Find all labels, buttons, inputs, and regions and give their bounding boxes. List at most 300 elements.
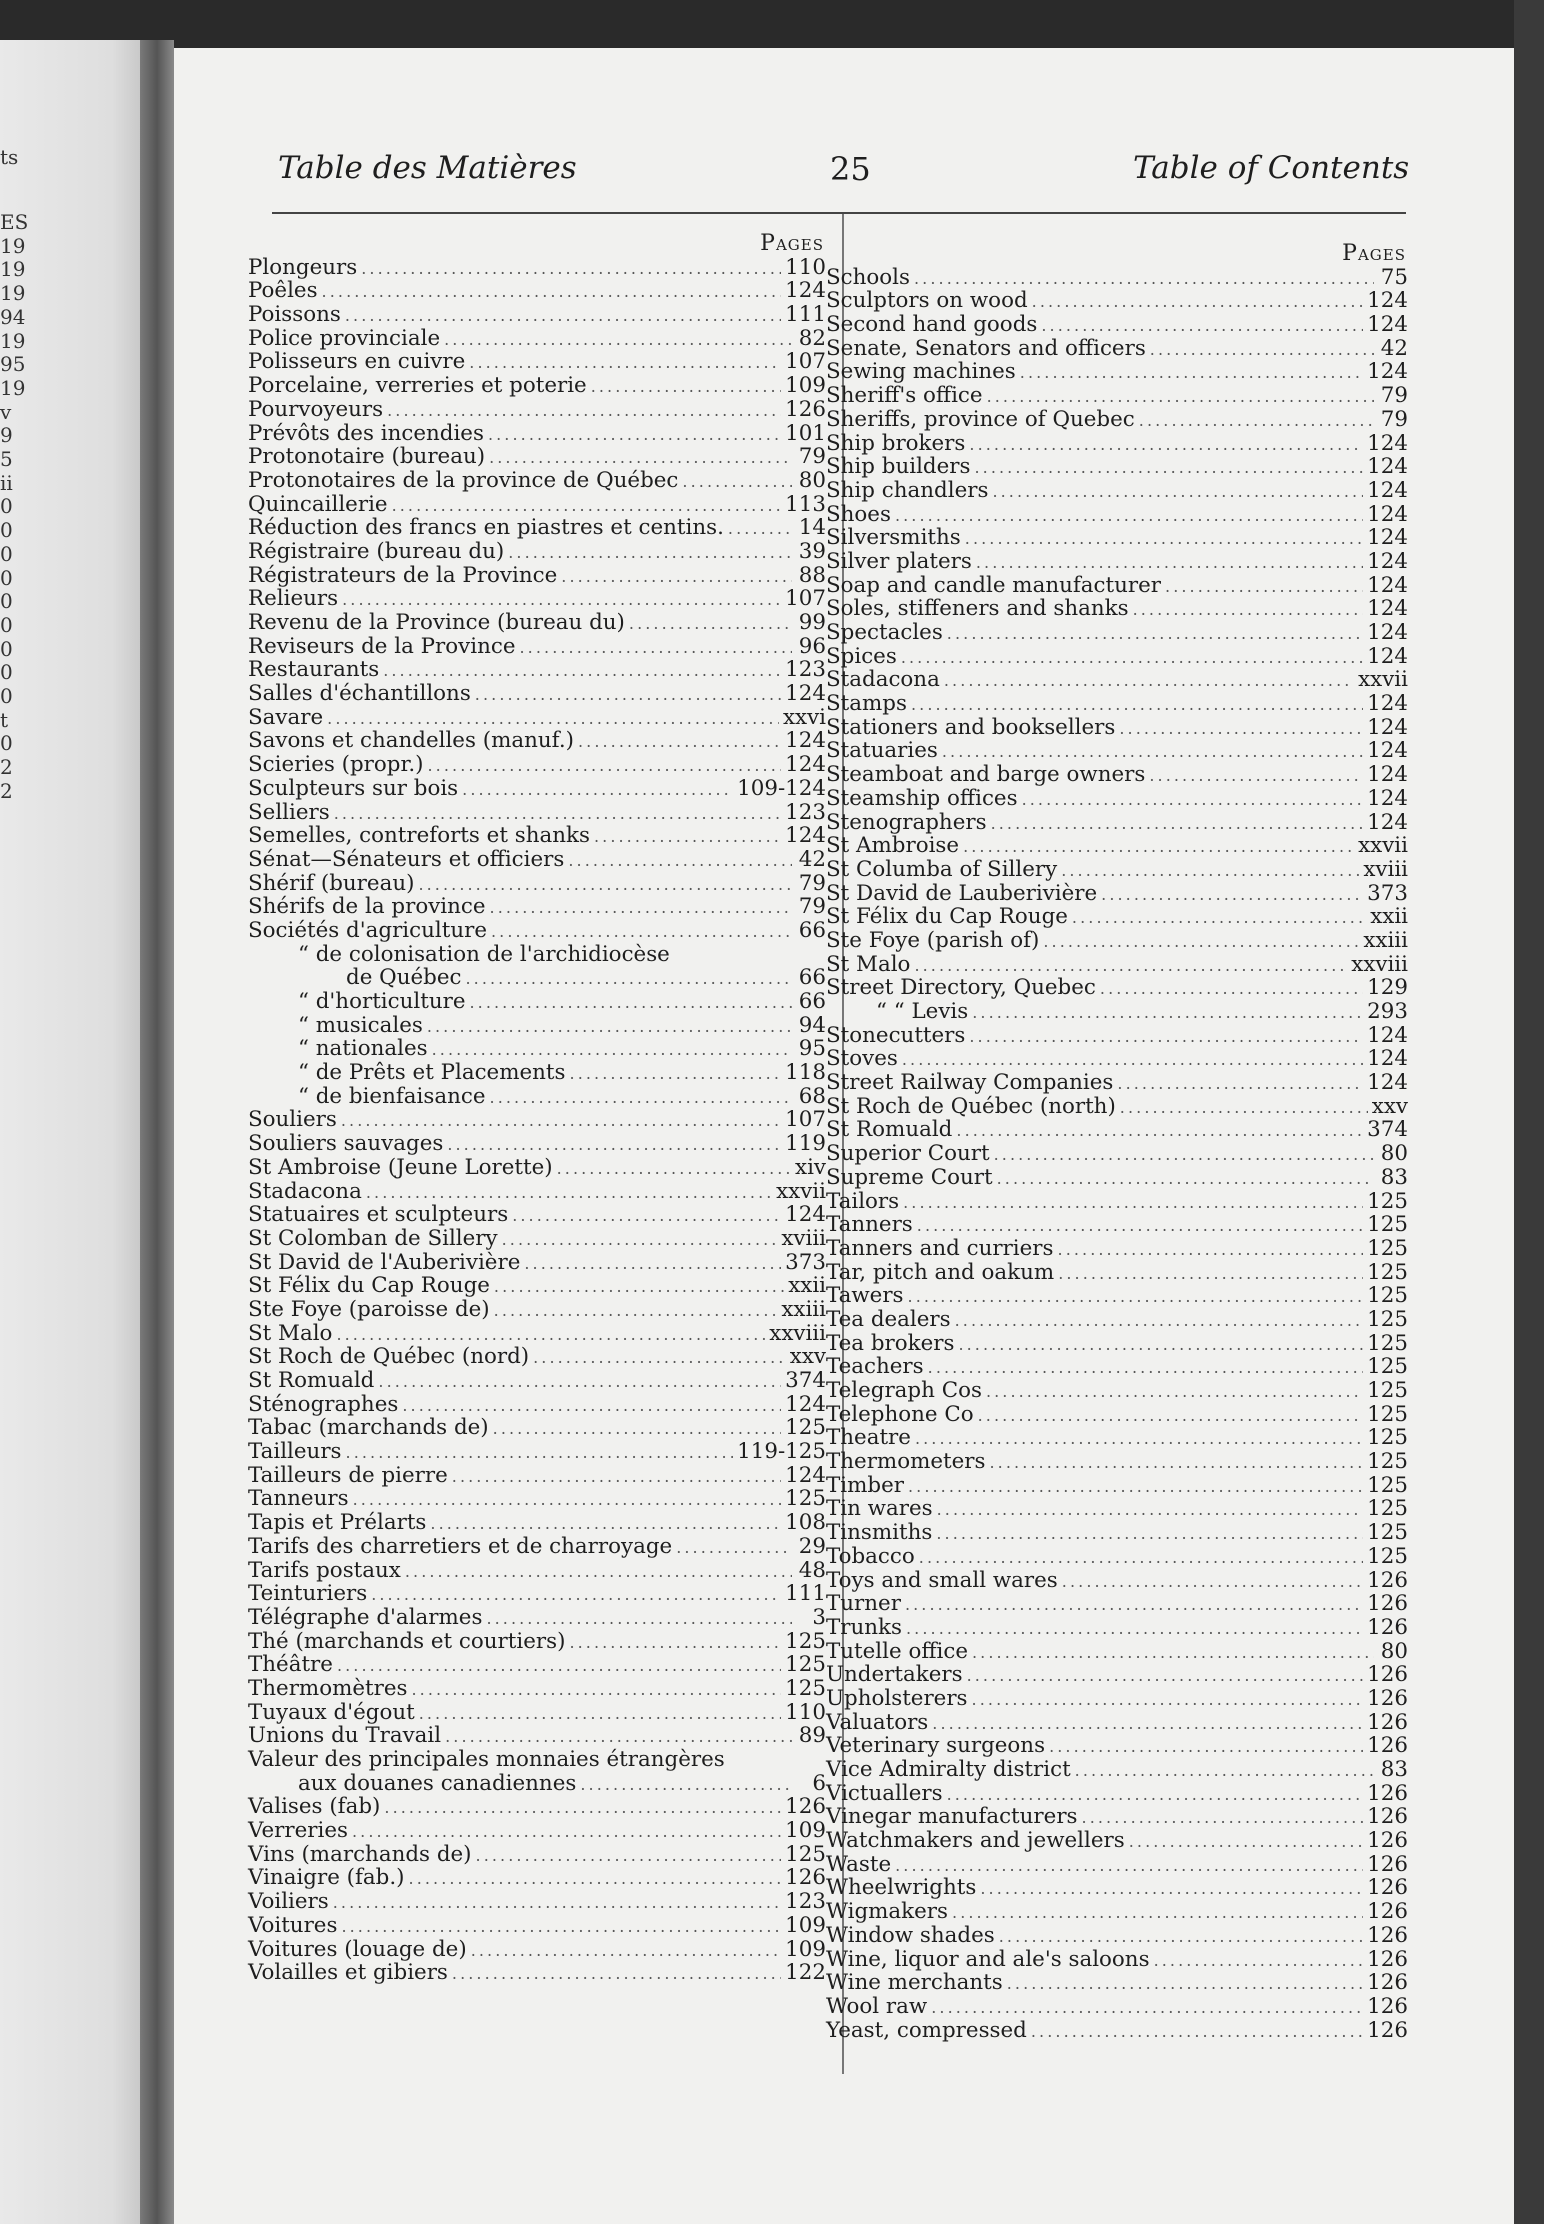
entry-page: 124: [1367, 525, 1408, 551]
entry-title: Scieries (propr.): [248, 752, 424, 778]
index-entry: [826, 1545, 1408, 1569]
index-entry: [826, 1805, 1408, 1829]
entry-page: 109: [785, 1912, 826, 1938]
entry-title: Watchmakers and jewellers: [826, 1828, 1125, 1854]
dot-leader: [915, 1426, 1363, 1451]
entry-title: Savare: [248, 704, 324, 730]
dot-leader: [342, 587, 781, 612]
entry-title: Selliers: [248, 799, 330, 825]
dot-leader: [952, 1900, 1363, 1925]
entry-page: 126: [785, 1794, 826, 1820]
entry-title: St Romuald: [248, 1368, 375, 1394]
entry-page: 66: [798, 965, 826, 991]
entry-page: 125: [1367, 1472, 1408, 1498]
entry-title: Steamship offices: [826, 785, 1018, 811]
index-entry: [248, 1606, 826, 1630]
index-entry: [248, 1298, 826, 1322]
entry-title: Telephone Co: [826, 1401, 974, 1427]
entry-page: 126: [785, 396, 826, 422]
entry-page: 108: [785, 1510, 826, 1536]
index-entry: [248, 1464, 826, 1488]
entry-title: Voitures: [248, 1912, 338, 1938]
index-entry: [248, 1393, 826, 1417]
entry-page: 124: [1367, 454, 1408, 480]
entry-title: Polisseurs en cuivre: [248, 349, 466, 375]
dot-leader: [958, 1332, 1363, 1357]
index-entry: [826, 1900, 1408, 1924]
dot-leader: [990, 1450, 1364, 1475]
dot-leader: [1149, 763, 1363, 788]
entry-page: 125: [785, 1841, 826, 1867]
entry-page: 110: [785, 254, 826, 280]
entry-title: Stationers and booksellers: [826, 714, 1116, 740]
entry-title: Porcelaine, verreries et poterie: [248, 373, 587, 399]
entry-page: 125: [1367, 1401, 1408, 1427]
entry-page: 110: [785, 1699, 826, 1725]
dot-leader: [412, 1677, 782, 1702]
index-entry: [826, 1663, 1408, 1687]
dot-leader: [903, 1190, 1363, 1215]
index-entry: [248, 279, 826, 303]
index-entry: [248, 1014, 826, 1038]
entry-title: St Malo: [248, 1320, 333, 1346]
pages-heading: Pages: [1342, 241, 1406, 266]
index-entry: [826, 763, 1408, 787]
dot-leader: [906, 1616, 1363, 1641]
dot-leader: [1129, 1829, 1363, 1854]
dot-leader: [447, 1132, 781, 1157]
index-entry: [248, 540, 826, 564]
entry-title: St Malo: [826, 951, 911, 977]
entry-page: 124: [1367, 288, 1408, 314]
entry-title: Tabac (marchands de): [248, 1415, 489, 1441]
dot-leader: [469, 990, 792, 1015]
dot-leader: [914, 953, 1347, 978]
entry-title: Relieurs: [248, 586, 339, 612]
index-entry: [826, 574, 1408, 598]
left-page-fragment: 2: [0, 778, 13, 803]
right-column-index: [826, 232, 1408, 2042]
dot-leader: [341, 1108, 781, 1133]
entry-page: 125: [1367, 1425, 1408, 1451]
entry-page: 88: [798, 562, 826, 588]
index-entry: [826, 716, 1408, 740]
index-entry: [826, 739, 1408, 763]
index-entry: [826, 384, 1408, 408]
entry-title: Schools: [826, 264, 910, 290]
entry-title: Tawers: [826, 1283, 904, 1309]
dot-leader: [452, 1961, 781, 1986]
entry-title: Vinegar manufacturers: [826, 1804, 1078, 1830]
entry-page: 125: [1367, 1212, 1408, 1238]
entry-title: St Colomban de Sillery: [248, 1225, 498, 1251]
entry-page: 373: [785, 1249, 826, 1275]
entry-title: Thermomètres: [248, 1675, 408, 1701]
index-entry: [826, 1711, 1408, 1735]
entry-title: Supreme Court: [826, 1164, 993, 1190]
dot-leader: [676, 1535, 792, 1560]
dot-leader: [561, 564, 792, 589]
dot-leader: [361, 256, 781, 281]
dot-leader: [430, 1511, 781, 1536]
entry-page: 68: [798, 1083, 826, 1109]
dot-leader: [965, 526, 1363, 551]
index-entry: [826, 1024, 1408, 1048]
index-entry: [826, 1118, 1408, 1142]
entry-title: Wigmakers: [826, 1899, 949, 1925]
left-page-fragment: 94: [0, 304, 26, 329]
dot-leader: [905, 1592, 1363, 1617]
dot-leader: [1062, 1569, 1363, 1594]
index-entry: [248, 1132, 826, 1156]
index-entry: [248, 1724, 826, 1748]
left-page-fragment: ii: [0, 470, 13, 495]
entry-title: Régistraire (bureau du): [248, 538, 505, 564]
entry-page: xviii: [781, 1225, 826, 1251]
dot-leader: [490, 895, 792, 920]
dot-leader: [419, 1701, 781, 1726]
index-entry: [248, 564, 826, 588]
index-entry: [826, 455, 1408, 479]
dot-leader: [512, 1203, 781, 1228]
dot-leader: [629, 611, 792, 636]
entry-page: xxviii: [1351, 951, 1408, 977]
entry-page: 107: [785, 586, 826, 612]
entry-page: 124: [1367, 501, 1408, 527]
entry-page: 29: [798, 1533, 826, 1559]
entry-page: 124: [1367, 477, 1408, 503]
entry-title: Voiliers: [248, 1889, 329, 1915]
entry-title: Revenu de la Province (bureau du): [248, 610, 625, 636]
dot-leader: [402, 1393, 781, 1418]
index-entry: [248, 682, 826, 706]
entry-title: Salles d'échantillons: [248, 681, 471, 707]
dot-leader: [452, 1464, 781, 1489]
entry-page: 126: [1367, 1733, 1408, 1759]
dot-leader: [475, 682, 781, 707]
entry-title: Ship chandlers: [826, 477, 989, 503]
entry-title: Tanneurs: [248, 1486, 349, 1512]
dot-leader: [1032, 289, 1364, 314]
entry-title: Silver platers: [826, 548, 972, 574]
entry-title: Telegraph Cos: [826, 1378, 982, 1404]
index-entry: [826, 1971, 1408, 1995]
left-page-fragment: ES: [0, 210, 29, 234]
dot-leader: [947, 1782, 1364, 1807]
index-entry: [248, 1677, 826, 1701]
entry-title: Télégraphe d'alarmes: [248, 1604, 483, 1630]
dot-leader: [493, 1416, 782, 1441]
left-page-fragment: ts: [0, 145, 19, 169]
index-entry: [826, 266, 1408, 290]
dot-leader: [956, 1118, 1363, 1143]
dot-leader: [533, 1345, 786, 1370]
entry-title: Victuallers: [826, 1780, 943, 1806]
left-page-edge: [0, 40, 140, 2224]
entry-title: Spectacles: [826, 620, 943, 646]
dot-leader: [508, 540, 792, 565]
index-entry: [248, 303, 826, 327]
dot-leader: [997, 1166, 1374, 1191]
dot-leader: [991, 811, 1364, 836]
entry-page: 6: [812, 1770, 826, 1796]
index-entry: [248, 635, 826, 659]
entry-title: St Roch de Québec (nord): [248, 1344, 530, 1370]
entry-title: Tuyaux d'égout: [248, 1699, 415, 1725]
index-entry: [248, 374, 826, 398]
entry-page: 3: [812, 1604, 826, 1630]
index-entry: [248, 1085, 826, 1109]
dot-leader: [371, 1582, 781, 1607]
index-entry: [248, 1559, 826, 1583]
dot-leader: [972, 1640, 1374, 1665]
entry-title: Tutelle office: [826, 1638, 968, 1664]
entry-title: Wheelwrights: [826, 1875, 977, 1901]
entry-title: Prévôts des incendies: [248, 420, 484, 446]
dot-leader: [994, 1142, 1374, 1167]
entry-page: 124: [785, 1391, 826, 1417]
entry-title: Stoves: [826, 1046, 898, 1072]
entry-title: Valises (fab): [248, 1794, 381, 1820]
left-page-fragment: 5: [0, 447, 13, 471]
entry-title: Tobacco: [826, 1543, 915, 1569]
index-entry: [248, 895, 826, 919]
entry-title: Tarifs des charretiers et de charroyage: [248, 1533, 673, 1559]
left-page-fragment: 0: [0, 541, 13, 566]
entry-title: St Félix du Cap Rouge: [248, 1273, 490, 1299]
entry-title: Sculpteurs sur bois: [248, 775, 459, 801]
entry-page: 124: [785, 752, 826, 778]
dot-leader: [987, 384, 1374, 409]
dot-leader: [895, 1853, 1363, 1878]
entry-title: Tanners: [826, 1212, 913, 1238]
entry-title: St Ambroise: [826, 833, 960, 859]
index-entry: [826, 1758, 1408, 1782]
dot-leader: [469, 350, 781, 375]
index-entry: [248, 824, 826, 848]
dot-leader: [908, 1474, 1363, 1499]
entry-page: 125: [1367, 1188, 1408, 1214]
left-page-fragment: 0: [0, 636, 13, 661]
index-entry: [826, 811, 1408, 835]
dot-leader: [1041, 313, 1363, 338]
index-entry: [248, 1866, 826, 1890]
index-entry: [826, 479, 1408, 503]
dot-leader: [494, 1298, 778, 1323]
entry-title: Sculptors on wood: [826, 288, 1028, 314]
dot-leader: [902, 1047, 1363, 1072]
dot-leader: [682, 469, 792, 494]
index-entry: [248, 469, 826, 493]
index-entry: [248, 1440, 826, 1464]
entry-page: 122: [785, 1960, 826, 1986]
dot-leader: [944, 668, 1354, 693]
entry-page: 129: [1367, 975, 1408, 1001]
entry-page: 125: [785, 1628, 826, 1654]
entry-page: 126: [1367, 1851, 1408, 1877]
entry-page: 113: [785, 491, 826, 517]
index-entry: [248, 1511, 826, 1535]
entry-title: Tar, pitch and oakum: [826, 1259, 1055, 1285]
entry-title: Sténographes: [248, 1391, 399, 1417]
entry-title: Tea dealers: [826, 1306, 951, 1332]
dot-leader: [1119, 716, 1363, 741]
entry-title: de Québec: [346, 965, 462, 991]
entry-title: Statuaries: [826, 738, 938, 764]
dot-leader: [1117, 1071, 1363, 1096]
index-entry: [248, 801, 826, 825]
dot-leader: [1031, 2019, 1363, 2044]
index-entry: [826, 1237, 1408, 1261]
entry-page: 42: [798, 846, 826, 872]
left-page-fragment: 2: [0, 755, 13, 780]
dot-leader: [1058, 1261, 1363, 1286]
dot-leader: [444, 327, 792, 352]
entry-page: 124: [785, 278, 826, 304]
entry-page: xxvii: [1358, 667, 1408, 693]
entry-title: Savons et chandelles (manuf.): [248, 728, 574, 754]
entry-title: Sénat—Sénateurs et officiers: [248, 846, 565, 872]
entry-page: 109: [785, 1818, 826, 1844]
dot-leader: [337, 1653, 781, 1678]
dot-leader: [978, 1403, 1364, 1428]
dot-leader: [1075, 1758, 1374, 1783]
entry-page: 125: [1367, 1354, 1408, 1380]
dot-leader: [341, 1914, 781, 1939]
entry-title: “ de bienfaisance: [298, 1083, 486, 1109]
entry-page: 83: [1380, 1164, 1408, 1190]
entry-title: Restaurants: [248, 657, 380, 683]
index-entry: [826, 1166, 1408, 1190]
index-entry: [826, 1995, 1408, 2019]
dot-leader: [494, 1274, 784, 1299]
index-entry: [826, 1213, 1408, 1237]
entry-title: Shérifs de la province: [248, 894, 486, 920]
dot-leader: [333, 1890, 781, 1915]
entry-page: 125: [785, 1652, 826, 1678]
dot-leader: [489, 445, 792, 470]
entry-page: 126: [1367, 1899, 1408, 1925]
index-entry: [826, 550, 1408, 574]
left-page-fragment: 19: [0, 257, 26, 282]
entry-title: St Félix du Cap Rouge: [826, 904, 1068, 930]
entry-page: 126: [785, 1865, 826, 1891]
index-entry: [248, 1369, 826, 1393]
index-entry: [826, 1521, 1408, 1545]
left-page-fragment: 0: [0, 565, 13, 590]
entry-page: 126: [1367, 1709, 1408, 1735]
entry-title: Police provinciale: [248, 325, 441, 351]
dot-leader: [502, 1227, 778, 1252]
dot-leader: [1100, 976, 1363, 1001]
index-entry: [826, 597, 1408, 621]
index-entry: [248, 350, 826, 374]
entry-page: 124: [1367, 430, 1408, 456]
index-entry: [826, 289, 1408, 313]
entry-title: Teachers: [826, 1354, 924, 1380]
entry-title: “ de colonisation de l'archidiocèse: [298, 941, 670, 967]
dot-leader: [1082, 1805, 1364, 1830]
left-page-fragment: 19: [0, 375, 26, 400]
index-entry: [826, 360, 1408, 384]
index-entry: [826, 1332, 1408, 1356]
index-entry: [826, 905, 1408, 929]
left-page-fragment: 9: [0, 423, 13, 448]
dot-leader: [895, 503, 1363, 528]
dot-leader: [387, 398, 781, 423]
index-entry: [248, 1156, 826, 1180]
entry-page: 124: [1367, 762, 1408, 788]
entry-title: Stamps: [826, 691, 907, 717]
index-entry: [248, 1630, 826, 1654]
left-page-fragment: 0: [0, 731, 13, 756]
entry-title: “ nationales: [298, 1036, 428, 1062]
dot-leader: [969, 432, 1363, 457]
index-entry: [826, 858, 1408, 882]
entry-title: Soles, stiffeners and shanks: [826, 596, 1129, 622]
dot-leader: [963, 834, 1354, 859]
index-entry: [248, 327, 826, 351]
entry-page: 79: [1380, 406, 1408, 432]
dot-leader: [969, 1024, 1363, 1049]
dot-leader: [999, 1924, 1363, 1949]
entry-page: 125: [785, 1675, 826, 1701]
dot-leader: [352, 1819, 781, 1844]
dot-leader: [931, 1995, 1363, 2020]
left-page-fragment: 0: [0, 518, 13, 543]
entry-title: Teinturiers: [248, 1581, 368, 1607]
header-right-title: Table of Contents: [1133, 150, 1410, 186]
dot-leader: [1043, 929, 1359, 954]
entry-page: 80: [1380, 1638, 1408, 1664]
dot-leader: [392, 493, 782, 518]
index-entry: [248, 1582, 826, 1606]
index-entry: [826, 1569, 1408, 1593]
entry-page: 373: [1367, 880, 1408, 906]
index-entry: [248, 1487, 826, 1511]
dot-leader: [911, 692, 1363, 717]
index-entry: [248, 848, 826, 872]
entry-page: 125: [1367, 1283, 1408, 1309]
index-entry: [826, 1687, 1408, 1711]
entry-page: 126: [1367, 1922, 1408, 1948]
entry-page: 124: [1367, 312, 1408, 338]
entry-title: Théâtre: [248, 1652, 333, 1678]
dot-leader: [947, 621, 1363, 646]
entry-page: 126: [1367, 1614, 1408, 1640]
index-entry: [826, 1000, 1408, 1024]
entry-title: St Ambroise (Jeune Lorette): [248, 1154, 553, 1180]
index-entry: [248, 1653, 826, 1677]
entry-title: “ de Prêts et Placements: [298, 1060, 566, 1086]
dot-leader: [462, 777, 733, 802]
entry-page: 125: [1367, 1520, 1408, 1546]
left-page-fragment: 19: [0, 328, 26, 353]
left-page-fragment: 0: [0, 660, 13, 685]
entry-title: “ d'horticulture: [298, 989, 466, 1015]
entry-title: Street Directory, Quebec: [826, 975, 1096, 1001]
index-entry: [826, 337, 1408, 361]
index-entry: [826, 1853, 1408, 1877]
entry-page: 126: [1367, 1780, 1408, 1806]
left-page-fragment: 19: [0, 233, 26, 258]
scanner-edge: [1514, 0, 1544, 2224]
index-entry: [826, 1924, 1408, 1948]
dot-leader: [428, 753, 782, 778]
entry-title: St Romuald: [826, 1117, 953, 1143]
left-page-fragment: 0: [0, 494, 13, 519]
entry-page: 124: [1367, 1046, 1408, 1072]
